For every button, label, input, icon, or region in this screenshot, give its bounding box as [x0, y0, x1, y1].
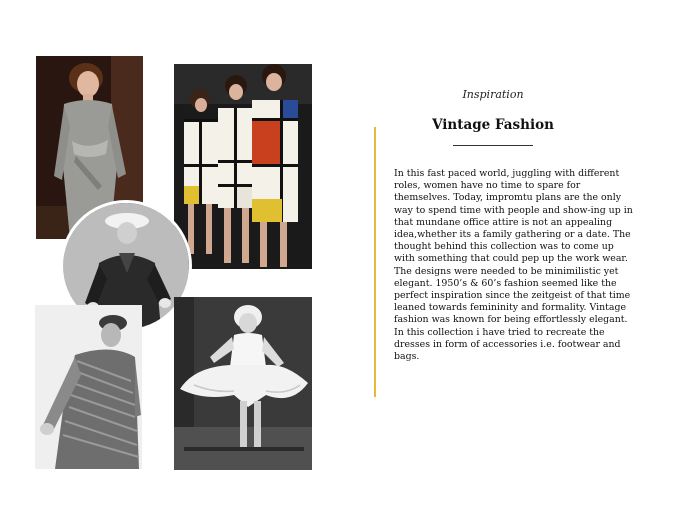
section-label: Inspiration: [462, 88, 524, 101]
mondrian-dresses-photo: [174, 64, 312, 269]
marilyn-white-dress-photo: [174, 297, 312, 470]
accent-divider-bar: [374, 127, 376, 397]
body-text: [394, 168, 634, 363]
page-title: Vintage Fashion: [432, 117, 554, 133]
paragraph-collection: In this collection i have tried to recreate the dresses in form of accessories i.e. footwear and bags.: [394, 326, 621, 363]
title-underline: [453, 145, 533, 146]
paragraph-inspiration: In this fast paced world, juggling with different roles, women have no time to spare for themselves. Today, impromtu plans are the only way to spend time with people and show-ing up in that mundane office attire is not an appealing idea,whether its a family gathering or a date. The thought behind this collection was to come up with something that could pep up the work wear. The designs were needed to be minimilistic yet elegant. 1950’s & 60’s fashion seemed like the perfect inspiration since the zeitgeist of that time leaned towards femininity and formality. Vintage fashion was known for being effortlessly elegant.: [394, 168, 633, 326]
woman-draped-gown-photo: [35, 305, 142, 469]
